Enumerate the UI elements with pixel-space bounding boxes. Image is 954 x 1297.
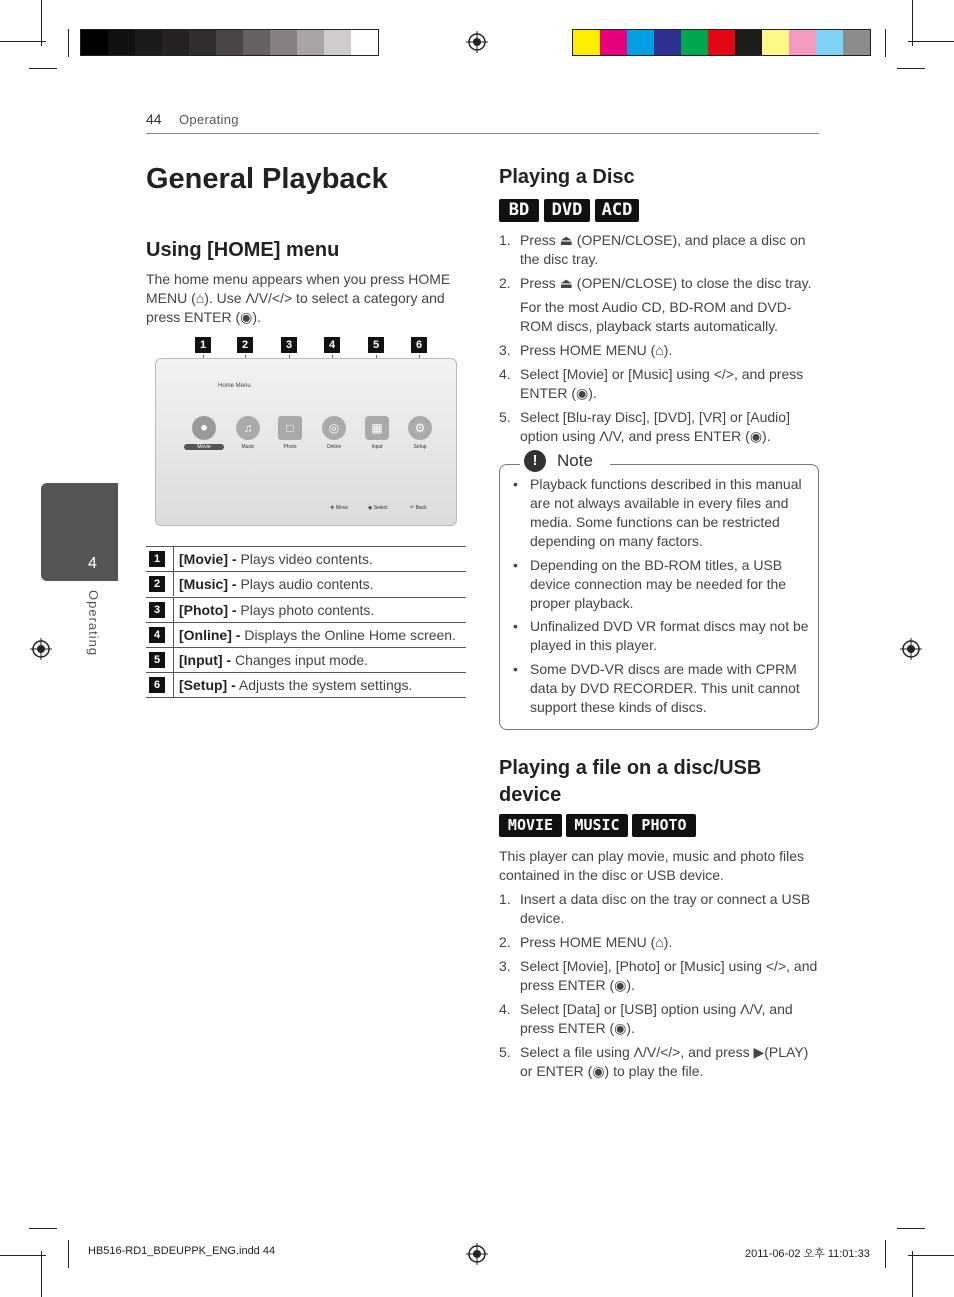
color-swatch: [351, 30, 378, 55]
menu-item-movie: Movie: [184, 444, 224, 450]
list-item: 3. Press HOME MENU (⌂).: [499, 342, 673, 358]
note-item: • Depending on the BD-ROM titles, a USB device connection may be needed for the proper playback.: [513, 557, 787, 611]
color-calibration-bar: [572, 29, 871, 56]
photo-icon: □: [278, 416, 302, 440]
footer-timestamp: 2011-06-02 오후 11:01:33: [745, 1248, 870, 1260]
playing-file-heading: Playing a file on a disc/USB device: [499, 757, 762, 806]
menu-item-photo: Photo: [283, 444, 297, 450]
chapter-label: Operating: [86, 590, 101, 657]
color-swatch: [135, 30, 162, 55]
online-icon: ◎: [322, 416, 346, 440]
list-item: 5. Select [Blu-ray Disc], [DVD], [VR] or [Audio] option using Λ/V, and press ENTER (◉).: [499, 409, 790, 444]
list-item: 4. Select [Data] or [USB] option using Λ/V, and press ENTER (◉).: [499, 1001, 793, 1036]
footer-select-hint: ◉ Select: [368, 505, 388, 511]
color-swatch: [681, 30, 708, 55]
table-row: 3 [Photo] - Plays photo contents.: [146, 597, 466, 622]
menu-item-music: Music: [241, 444, 255, 450]
color-swatch: [324, 30, 351, 55]
color-swatch: [162, 30, 189, 55]
footer-filename: HB516-RD1_BDEUPPK_ENG.indd 44: [88, 1245, 276, 1257]
color-swatch: [762, 30, 789, 55]
color-swatch: [654, 30, 681, 55]
callout-marker: 3: [281, 337, 297, 353]
bd-badge: BD: [499, 199, 539, 222]
movie-icon: ⚫: [192, 416, 216, 440]
acd-badge: ACD: [595, 199, 639, 222]
disc-badges: [499, 199, 659, 223]
input-icon: ▦: [365, 416, 389, 440]
color-swatch: [189, 30, 216, 55]
dvd-badge: DVD: [544, 199, 590, 222]
callout-marker: 6: [411, 337, 427, 353]
chapter-tab: [41, 483, 118, 581]
color-swatch: [216, 30, 243, 55]
music-badge: MUSIC: [566, 814, 628, 837]
photo-badge: PHOTO: [632, 814, 696, 837]
note-item: • Some DVD-VR discs are made with CPRM data by DVD RECORDER. This unit cannot support these kinds of discs.: [513, 661, 800, 715]
grayscale-calibration-bar: [80, 29, 379, 56]
menu-item-setup: Setup: [413, 444, 427, 450]
color-swatch: [573, 30, 600, 55]
footer-move-hint: ❖ Move: [330, 505, 349, 511]
color-swatch: [243, 30, 270, 55]
warning-icon: !: [524, 450, 546, 472]
color-swatch: [843, 30, 870, 55]
registration-mark-icon: [900, 638, 922, 660]
list-item: For the most Audio CD, BD-ROM and DVD-ROM discs, playback starts automatically.: [520, 299, 792, 334]
list-item: 2. Press ⏏ (OPEN/CLOSE) to close the disc tray.: [499, 275, 812, 291]
header-divider: [146, 133, 819, 134]
home-menu-heading: Using [HOME] menu: [146, 239, 340, 261]
registration-mark-icon: [30, 638, 52, 660]
registration-mark-icon: [466, 1243, 488, 1265]
note-header: [520, 449, 610, 473]
setup-icon: ⚙: [408, 416, 432, 440]
chapter-number: 4: [88, 555, 97, 572]
note-item: • Unfinalized DVD VR format discs may not be played in this player.: [513, 618, 809, 653]
color-swatch: [816, 30, 843, 55]
color-swatch: [627, 30, 654, 55]
color-swatch: [735, 30, 762, 55]
color-swatch: [108, 30, 135, 55]
note-label: Note: [557, 451, 593, 470]
color-swatch: [789, 30, 816, 55]
home-menu-screenshot: [155, 358, 457, 526]
file-intro: This player can play movie, music and photo files contained in the disc or USB device.: [499, 848, 805, 883]
table-row: 1 [Movie] - Plays video contents.: [146, 546, 466, 571]
color-swatch: [297, 30, 324, 55]
list-item: 2. Press HOME MENU (⌂).: [499, 934, 673, 950]
movie-badge: MOVIE: [499, 814, 562, 837]
callout-marker: 4: [324, 337, 340, 353]
section-label: Operating: [179, 112, 239, 127]
home-menu-intro: The home menu appears when you press HOME MENU (⌂). Use Λ/V/</> to select a category and press ENTER (◉).: [146, 271, 451, 325]
color-swatch: [708, 30, 735, 55]
table-row: 2 [Music] - Plays audio contents.: [146, 571, 466, 596]
color-swatch: [81, 30, 108, 55]
file-badges: [499, 814, 699, 838]
color-swatch: [600, 30, 627, 55]
list-item: 5. Select a file using Λ/V/</>, and press ▶(PLAY) or ENTER (◉) to play the file.: [499, 1044, 809, 1079]
table-row: 5 [Input] - Changes input mode.: [146, 647, 466, 672]
menu-item-online: Online: [326, 444, 342, 450]
list-item: 4. Select [Movie] or [Music] using </>, and press ENTER (◉).: [499, 366, 804, 401]
music-icon: ♫: [236, 416, 260, 440]
table-row: 4 [Online] - Displays the Online Home screen.: [146, 622, 466, 647]
list-item: 1. Insert a data disc on the tray or connect a USB device.: [499, 891, 811, 926]
footer-back-hint: ↶ Back: [410, 505, 427, 511]
menu-item-input: Input: [371, 444, 383, 450]
callout-marker: 1: [195, 337, 211, 353]
callout-marker: 5: [368, 337, 384, 353]
screen-title: Home Menu: [218, 383, 251, 389]
page-number: 44: [146, 111, 162, 127]
callout-marker: 2: [237, 337, 253, 353]
table-row: 6 [Setup] - Adjusts the system settings.: [146, 672, 466, 698]
playing-disc-heading: Playing a Disc: [499, 166, 635, 188]
list-item: 3. Select [Movie], [Photo] or [Music] using </>, and press ENTER (◉).: [499, 958, 818, 993]
color-swatch: [270, 30, 297, 55]
note-item: • Playback functions described in this manual are not always available in every files and media. Some functions can be restricted depending on many factors.: [513, 476, 802, 549]
page-title: General Playback: [146, 163, 388, 195]
registration-mark-icon: [466, 31, 488, 53]
list-item: 1. Press ⏏ (OPEN/CLOSE), and place a disc on the disc tray.: [499, 232, 806, 267]
